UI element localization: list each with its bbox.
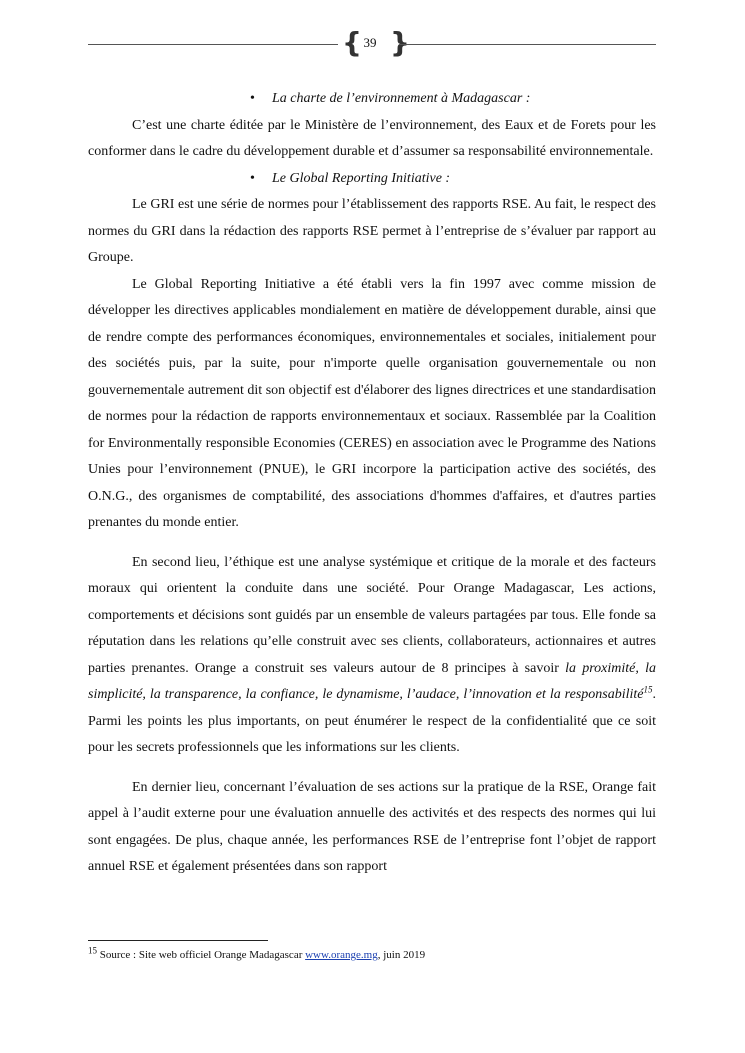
bullet-icon: •: [250, 91, 255, 106]
paragraph-gri-2: Le Global Reporting Initiative a été établi vers la fin 1997 avec comme mission de développer les directives applicables mondialement en matière de développement durable, ainsi que de rendre compte des performances économiques, environnementales et sociales, initialement pour des sociétés puis, par la suite, pour n'importe quelle organisation gouvernementale ou non gouvernementale autrement dit son objectif est d'élaborer des lignes directrices et une standardisation de normes pour la rédaction de rapports environnementaux et sociaux. Rassemblée par la Coalition for Environmentally responsible Economies (CERES) en association avec le Programme des Nations Unies pour l’environnement (PNUE), le GRI incorpore la participation active des sociétés, des O.N.G., des organismes de comptabilité, des associations d'hommes d'affaires, et d'autres parties prenantes du monde entier.: [88, 276, 656, 530]
footnote-reference[interactable]: 15: [643, 684, 653, 695]
paragraph-ethique: En second lieu, l’éthique est une analyse systémique et critique de la morale et des facteurs moraux qui orientent la conduite dans une société. Pour Orange Madagascar, Les actions, comportements et décisions sont guidés par un ensemble de valeurs partagées par tous. Elle fonde sa réputation dans les relations qu’elle construit avec ses clients, collaborateurs, actionnaires et autres parties prenantes. Orange a construit ses valeurs autour de 8 principes à savoir la proximité, la simplicité, la transparence, la confiance, le dynamisme, l’audace, l’innovation et la responsabilité$^{15}$. Parmi les points les plus importants, on peut énumérer le respect de la confidentialité que ce soit pour les secrets professionnels que les informations sur les clients.: [88, 554, 656, 755]
values-list: la proximité, la simplicité, la transparence, la confiance, le dynamisme, l’audace, l’innovation et la responsabilité: [88, 660, 656, 702]
paragraph-gri-1: Le GRI est une série de normes pour l’établissement des rapports RSE. Au fait, le respect des normes du GRI dans la rédaction des rapports RSE permet à l’entreprise de s’évaluer par rapport au Groupe.: [88, 197, 656, 265]
right-brace-ornament: }: [390, 26, 410, 59]
paragraph-evaluation: En dernier lieu, concernant l’évaluation de ses actions sur la pratique de la RSE, Orange fait appel à l’audit externe pour une évaluation annuelle des activités et des respects des normes qui lui sont engagées. De plus, chaque année, les performances RSE de l’entreprise font l’objet de rapport annuel RSE et également présentées dans son rapport: [88, 779, 656, 874]
document-body: [88, 86, 656, 881]
header-rule-left: [88, 44, 338, 45]
page-number: 39: [363, 35, 377, 50]
header-rule-right: [400, 44, 656, 45]
paragraph-spacer: [88, 762, 656, 775]
left-brace-ornament: {: [342, 26, 362, 59]
bullet-heading-charte: • La charte de l’environnement à Madagascar :: [88, 86, 656, 113]
footnote-separator: [88, 940, 268, 941]
footnote-number: 15: [88, 945, 97, 956]
orange-website-link[interactable]: www.orange.mg: [305, 949, 378, 961]
paragraph-spacer: [88, 537, 656, 550]
bullet-icon: •: [250, 170, 255, 186]
bullet-heading-gri: • Le Global Reporting Initiative :: [88, 166, 656, 193]
paragraph-charte: C’est une charte éditée par le Ministère de l’environnement, des Eaux et de Forets pour les conformer dans le cadre du développement durable et d’assumer sa responsabilité environnementale.: [88, 117, 656, 159]
page-header: [88, 26, 656, 60]
footnote: $^{15}$ Source : Site web officiel Orange Madagascar www.orange.mg, juin 2019: [88, 945, 426, 961]
